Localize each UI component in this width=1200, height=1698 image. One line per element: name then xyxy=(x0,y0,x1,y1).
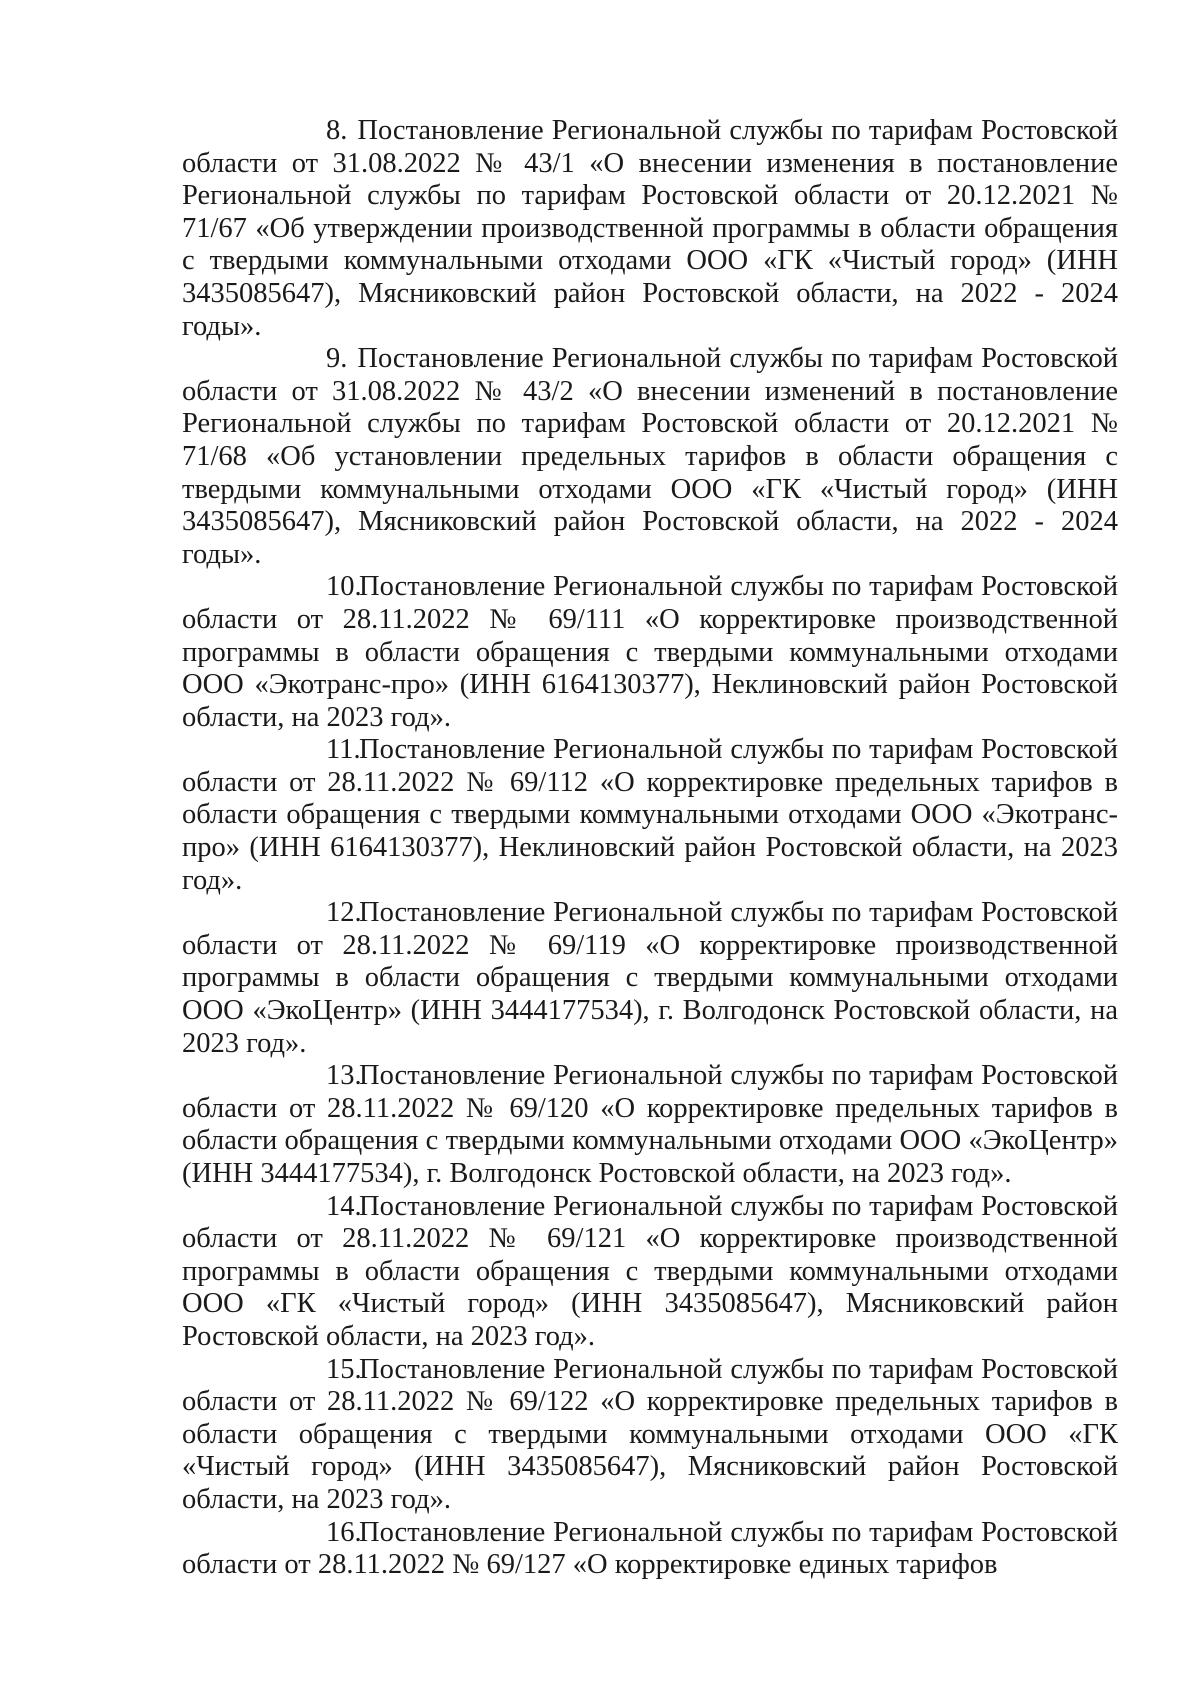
item-text: Постановление Региональной службы по тарифам Ростовской области от 28.11.2022 № 69/111 «О корректировке производственной программы в области обращения с твердыми коммунальными отходами ООО «Экотранс-про» (ИНН 6164130377), Неклиновский район Ростовской области, на 2023 год». xyxy=(182,571,1118,733)
item-text: Постановление Региональной службы по тарифам Ростовской области от 28.11.2022 № 69/112 «О корректировке предельных тарифов в области обращения с твердыми коммунальными отходами ООО «Экотранс-про» (ИНН 6164130377), Неклиновский район Ростовской области, на 2023 год». xyxy=(182,734,1118,896)
item-text: Постановление Региональной службы по тарифам Ростовской области от 28.11.2022 № 69/120 «О корректировке предельных тарифов в области обращения с твердыми коммунальными отходами ООО «ЭкоЦентр» (ИНН 3444177534), г. Волгодонск Ростовской области, на 2023 год». xyxy=(182,1060,1118,1189)
item-number: 12. xyxy=(326,897,362,929)
item-number: 14. xyxy=(326,1190,362,1222)
item-number: 15. xyxy=(326,1353,362,1385)
item-text: Постановление Региональной службы по тарифам Ростовской области от 28.11.2022 № 69/122 «О корректировке предельных тарифов в области обращения с твердыми коммунальными отходами ООО «ГК «Чистый город» (ИНН 3435085647), Мясниковский район Ростовской области, на 2023 год». xyxy=(182,1353,1118,1515)
list-item-16 xyxy=(182,1517,1118,1582)
document-body xyxy=(182,115,1118,1582)
item-text: Постановление Региональной службы по тарифам Ростовской области от 28.11.2022 № 69/121 «О корректировке производственной программы в области обращения с твердыми коммунальными отходами ООО «ГК «Чистый город» (ИНН 3435085647), Мясниковский район Ростовской области, на 2023 год». xyxy=(182,1190,1118,1352)
list-item-12 xyxy=(182,897,1118,1060)
item-number: 13. xyxy=(326,1060,362,1092)
list-item-14 xyxy=(182,1191,1118,1354)
item-number: 10. xyxy=(326,571,362,603)
list-item-9 xyxy=(182,343,1118,571)
item-text: Постановление Региональной службы по тарифам Ростовской области от 31.08.2022 № 43/2 «О внесении изменений в постановление Региональной службы по тарифам Ростовской области от 20.12.2021 № 71/68 «Об установлении предельных тарифов в области обращения с твердыми коммунальными отходами ООО «ГК «Чистый город» (ИНН 3435085647), Мясниковский район Ростовской области, на 2022 - 2024 годы». xyxy=(182,343,1118,570)
item-text: Постановление Региональной службы по тарифам Ростовской области от 28.11.2022 № 69/127 «О корректировке единых тарифов xyxy=(182,1516,1118,1581)
item-number: 11. xyxy=(326,734,361,766)
item-text: Постановление Региональной службы по тарифам Ростовской области от 28.11.2022 № 69/119 «О корректировке производственной программы в области обращения с твердыми коммунальными отходами ООО «ЭкоЦентр» (ИНН 3444177534), г. Волгодонск Ростовской области, на 2023 год». xyxy=(182,897,1118,1059)
item-text: Постановление Региональной службы по тарифам Ростовской области от 31.08.2022 № 43/1 «О внесении изменения в постановление Региональной службы по тарифам Ростовской области от 20.12.2021 № 71/67 «Об утверждении производственной программы в области обращения с твердыми коммунальными отходами ООО «ГК «Чистый город» (ИНН 3435085647), Мясниковский район Ростовской области, на 2022 - 2024 годы». xyxy=(182,115,1118,342)
list-item-15 xyxy=(182,1354,1118,1517)
list-item-13 xyxy=(182,1060,1118,1190)
item-number: 9. xyxy=(326,343,348,375)
list-item-10 xyxy=(182,571,1118,734)
list-item-8 xyxy=(182,115,1118,343)
item-number: 16. xyxy=(326,1516,362,1548)
list-item-11 xyxy=(182,734,1118,897)
item-number: 8. xyxy=(326,115,348,146)
